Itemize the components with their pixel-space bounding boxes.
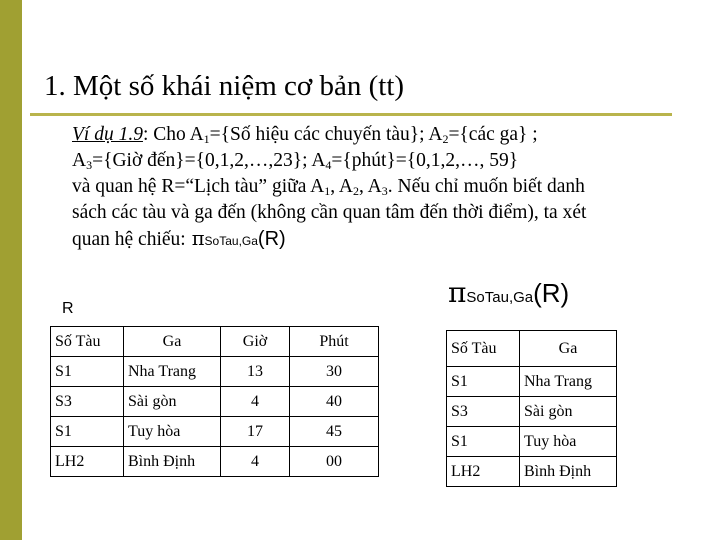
projection-result-table	[446, 330, 617, 487]
table-cell: Sài gòn	[124, 387, 221, 417]
example-line-3: và quan hệ R=“Lịch tàu” giữa $A_1$, $A_2$, $A_3$. Nếu chỉ muốn biết danh	[72, 176, 585, 198]
table-cell: Nha Trang	[124, 357, 221, 387]
table-cell: 00	[290, 447, 379, 477]
slide-title: 1. Một số khái niệm cơ bản (tt)	[44, 70, 405, 102]
table-cell: 13	[221, 357, 290, 387]
table-cell: 45	[290, 417, 379, 447]
title-underline	[30, 113, 672, 116]
table-cell: S3	[51, 387, 124, 417]
example-line-2: $A_3=\{Giờ$ đến}={0,1,2,…,23}; $A_4=\{phút\}=\{0,1,2,\dots$, 59}	[72, 150, 519, 172]
column-header: Số Tàu	[447, 331, 520, 367]
table-cell: Bình Định	[124, 447, 221, 477]
table-cell: S1	[447, 427, 520, 457]
table-cell: LH2	[447, 457, 520, 487]
table-cell: S1	[51, 357, 124, 387]
column-header: Ga	[520, 331, 617, 367]
relation-r-label: R	[62, 300, 74, 317]
table-cell: Bình Định	[520, 457, 617, 487]
table-row	[51, 357, 379, 387]
table-row	[51, 387, 379, 417]
table-header-row	[51, 327, 379, 357]
example-label: Ví dụ 1.9	[72, 124, 143, 145]
table-cell: S1	[51, 417, 124, 447]
table-cell: S3	[447, 397, 520, 427]
table-cell: 40	[290, 387, 379, 417]
table-cell: 30	[290, 357, 379, 387]
table-row	[51, 417, 379, 447]
column-header: Giờ	[221, 327, 290, 357]
table-row	[447, 427, 617, 457]
example-paragraph	[72, 122, 692, 252]
example-line-4: sách các tàu và ga đến (không cần quan tâm đến thời điểm), ta xét	[72, 202, 587, 223]
table-cell: 17	[221, 417, 290, 447]
table-cell: LH2	[51, 447, 124, 477]
projection-formula-heading: πSoTau,Ga(R)	[448, 276, 570, 309]
table-row	[447, 367, 617, 397]
table-cell: Tuy hòa	[124, 417, 221, 447]
table-cell: S1	[447, 367, 520, 397]
column-header: Số Tàu	[51, 327, 124, 357]
table-cell: 4	[221, 387, 290, 417]
column-header: Ga	[124, 327, 221, 357]
column-header: Phút	[290, 327, 379, 357]
table-cell: 4	[221, 447, 290, 477]
relation-r-table	[50, 326, 379, 477]
table-row	[51, 447, 379, 477]
side-accent-bar	[0, 0, 22, 540]
table-cell: Nha Trang	[520, 367, 617, 397]
table-header-row	[447, 331, 617, 367]
table-row	[447, 397, 617, 427]
table-cell: Sài gòn	[520, 397, 617, 427]
table-row	[447, 457, 617, 487]
example-line-1: Ví dụ 1.9: Cho $A_1=\{Số$ hiệu các chuyến tàu}; $A_2=\{các$ ga} ;	[72, 124, 538, 146]
table-cell: Tuy hòa	[520, 427, 617, 457]
example-line-5: quan hệ chiếu: πSoTau,Ga(R)	[72, 226, 692, 252]
projection-formula-inline: πSoTau,Ga(R)	[191, 227, 286, 250]
